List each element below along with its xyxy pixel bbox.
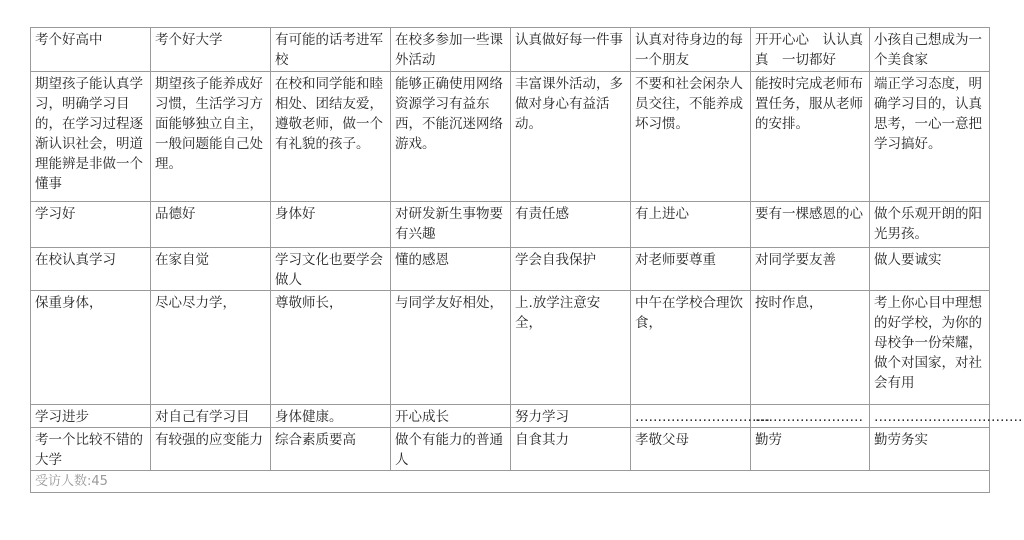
cell-text: 丰富课外活动，多做对身心有益活动。 bbox=[515, 76, 623, 132]
table-cell bbox=[511, 291, 631, 405]
cell-text: 孝敬父母 bbox=[635, 432, 689, 448]
cell-text: 学会自我保护 bbox=[515, 252, 596, 268]
table-cell bbox=[271, 72, 391, 202]
cell-text: 认真对待身边的每一个朋友 bbox=[635, 32, 743, 68]
table-cell bbox=[151, 405, 271, 428]
table-cell bbox=[870, 428, 990, 471]
table-cell bbox=[31, 202, 151, 248]
table-cell bbox=[631, 72, 751, 202]
cell-text: 中午在学校合理饮食， bbox=[635, 295, 743, 331]
table-cell bbox=[870, 202, 990, 248]
table-cell bbox=[391, 248, 511, 291]
table-row bbox=[31, 291, 990, 405]
cell-text: 上.放学注意安全， bbox=[515, 295, 601, 331]
table-cell bbox=[151, 291, 271, 405]
table-cell bbox=[511, 248, 631, 291]
table-cell bbox=[31, 28, 151, 72]
table-cell bbox=[271, 28, 391, 72]
table-cell bbox=[151, 428, 271, 471]
table-cell bbox=[391, 28, 511, 72]
cell-text: 品德好 bbox=[155, 206, 196, 222]
table-cell bbox=[870, 28, 990, 72]
table-cell bbox=[31, 248, 151, 291]
table-cell bbox=[511, 428, 631, 471]
cell-text: 做个有能力的普通人 bbox=[395, 432, 503, 468]
table-cell bbox=[151, 28, 271, 72]
cell-text: 做个乐观开朗的阳光男孩。 bbox=[874, 206, 982, 242]
cell-text: 小孩自己想成为一个美食家 bbox=[874, 32, 982, 68]
table-cell bbox=[151, 202, 271, 248]
table-cell bbox=[271, 202, 391, 248]
table-cell bbox=[631, 405, 770, 428]
table-cell bbox=[391, 405, 511, 428]
table-cell bbox=[391, 202, 511, 248]
survey-table bbox=[30, 27, 1023, 493]
table-row bbox=[31, 405, 990, 428]
cell-text: 端正学习态度，明确学习目的，认真思考，一心一意把学习搞好。 bbox=[874, 76, 982, 152]
cell-text: 考个好高中 bbox=[35, 32, 103, 48]
table-cell bbox=[271, 248, 391, 291]
cell-text: 有上进心 bbox=[635, 206, 689, 222]
table-cell bbox=[751, 405, 870, 428]
table-cell bbox=[271, 291, 391, 405]
cell-text: 保重身体， bbox=[35, 295, 103, 311]
cell-text: 做人要诚实 bbox=[874, 252, 942, 268]
table-cell bbox=[751, 291, 870, 405]
table-cell bbox=[151, 72, 271, 202]
cell-text: 在校和同学能和睦相处、团结友爱，遵敬老师，做一个有礼貌的孩子。 bbox=[275, 76, 383, 152]
cell-text: 努力学习 bbox=[515, 409, 569, 425]
cell-text: 在校多参加一些课外活动 bbox=[395, 32, 503, 68]
table-cell bbox=[631, 28, 751, 72]
table-cell bbox=[751, 248, 870, 291]
cell-text: 对同学要友善 bbox=[755, 252, 836, 268]
table-cell bbox=[870, 405, 1023, 428]
cell-text: 身体好 bbox=[275, 206, 316, 222]
table-cell bbox=[751, 72, 870, 202]
cell-text: 按时作息， bbox=[755, 295, 823, 311]
cell-text: 综合素质要高 bbox=[275, 432, 356, 448]
table-cell bbox=[391, 72, 511, 202]
table-row bbox=[31, 202, 990, 248]
cell-text: 要有一棵感恩的心 bbox=[755, 206, 863, 222]
cell-text: 在校认真学习 bbox=[35, 252, 116, 268]
table-cell bbox=[631, 428, 751, 471]
cell-text: 能够正确使用网络资源学习有益东西，不能沉迷网络游戏。 bbox=[395, 76, 503, 152]
table-row bbox=[31, 28, 990, 72]
cell-text: 与同学友好相处， bbox=[395, 295, 503, 311]
cell-text: …………………… bbox=[755, 409, 863, 425]
table-cell bbox=[31, 405, 151, 428]
table-cell bbox=[631, 202, 751, 248]
table-row bbox=[31, 248, 990, 291]
cell-text: 在家自觉 bbox=[155, 252, 209, 268]
cell-text: 尊敬师长， bbox=[275, 295, 343, 311]
cell-text: 勤劳 bbox=[755, 432, 782, 448]
cell-text: 不要和社会闲杂人员交往，不能养成坏习惯。 bbox=[635, 76, 743, 132]
cell-text: 身体健康。 bbox=[275, 409, 343, 425]
table-row bbox=[31, 72, 990, 202]
cell-text: 有责任感 bbox=[515, 206, 569, 222]
table-cell bbox=[511, 202, 631, 248]
cell-text: 对老师要尊重 bbox=[635, 252, 716, 268]
cell-text: 考一个比较不错的大学 bbox=[35, 432, 143, 468]
cell-text: 期望孩子能养成好习惯，生活学习方面能够独立自主，一般问题能自己处理。 bbox=[155, 76, 263, 172]
cell-text: 有较强的应变能力 bbox=[155, 432, 263, 448]
table-cell bbox=[511, 72, 631, 202]
cell-text: 开开心心 认认真真 一切都好 bbox=[755, 32, 863, 68]
table-cell bbox=[631, 248, 751, 291]
table-cell bbox=[151, 248, 271, 291]
cell-text: 懂的感恩 bbox=[395, 252, 449, 268]
table-cell bbox=[271, 405, 391, 428]
cell-text: 有可能的话考进军校 bbox=[275, 32, 383, 68]
table-cell bbox=[511, 28, 631, 72]
cell-text: 对研发新生事物要有兴趣 bbox=[395, 206, 503, 242]
cell-text: 考上你心目中理想的好学校，为你的母校争一份荣耀，做个对国家，对社会有用 bbox=[874, 295, 982, 391]
respondent-count: 受访人数:45 bbox=[31, 471, 990, 493]
cell-text: ………………………… bbox=[635, 409, 770, 425]
cell-text: 认真做好每一件事 bbox=[515, 32, 623, 48]
table-cell bbox=[31, 428, 151, 471]
cell-text: 学习进步 bbox=[35, 409, 89, 425]
table-cell bbox=[31, 72, 151, 202]
table-cell bbox=[631, 291, 751, 405]
cell-text: 考个好大学 bbox=[155, 32, 223, 48]
table-cell bbox=[511, 405, 631, 428]
cell-text: 尽心尽力学， bbox=[155, 295, 236, 311]
cell-text: 期望孩子能认真学习，明确学习目的，在学习过程逐渐认识社会，明道理能辨是非做一个懂事 bbox=[35, 76, 143, 192]
table-cell bbox=[391, 428, 511, 471]
table-cell bbox=[751, 28, 870, 72]
table-cell bbox=[31, 291, 151, 405]
table-cell bbox=[870, 72, 990, 202]
table-cell bbox=[870, 248, 990, 291]
table-cell bbox=[751, 202, 870, 248]
table-cell bbox=[271, 428, 391, 471]
cell-text: 学习好 bbox=[35, 206, 76, 222]
cell-text: 对自己有学习目 bbox=[155, 409, 250, 425]
table-cell bbox=[870, 291, 990, 405]
cell-text: 开心成长 bbox=[395, 409, 449, 425]
table-cell bbox=[751, 428, 870, 471]
cell-text: 学习文化也要学会做人 bbox=[275, 252, 383, 288]
footer-row bbox=[31, 471, 990, 493]
cell-text: 能按时完成老师布置任务，服从老师的安排。 bbox=[755, 76, 863, 132]
cell-text: …………………………… bbox=[874, 409, 1023, 425]
cell-text: 勤劳务实 bbox=[874, 432, 928, 448]
table-cell bbox=[391, 291, 511, 405]
cell-text: 自食其力 bbox=[515, 432, 569, 448]
table-row bbox=[31, 428, 990, 471]
